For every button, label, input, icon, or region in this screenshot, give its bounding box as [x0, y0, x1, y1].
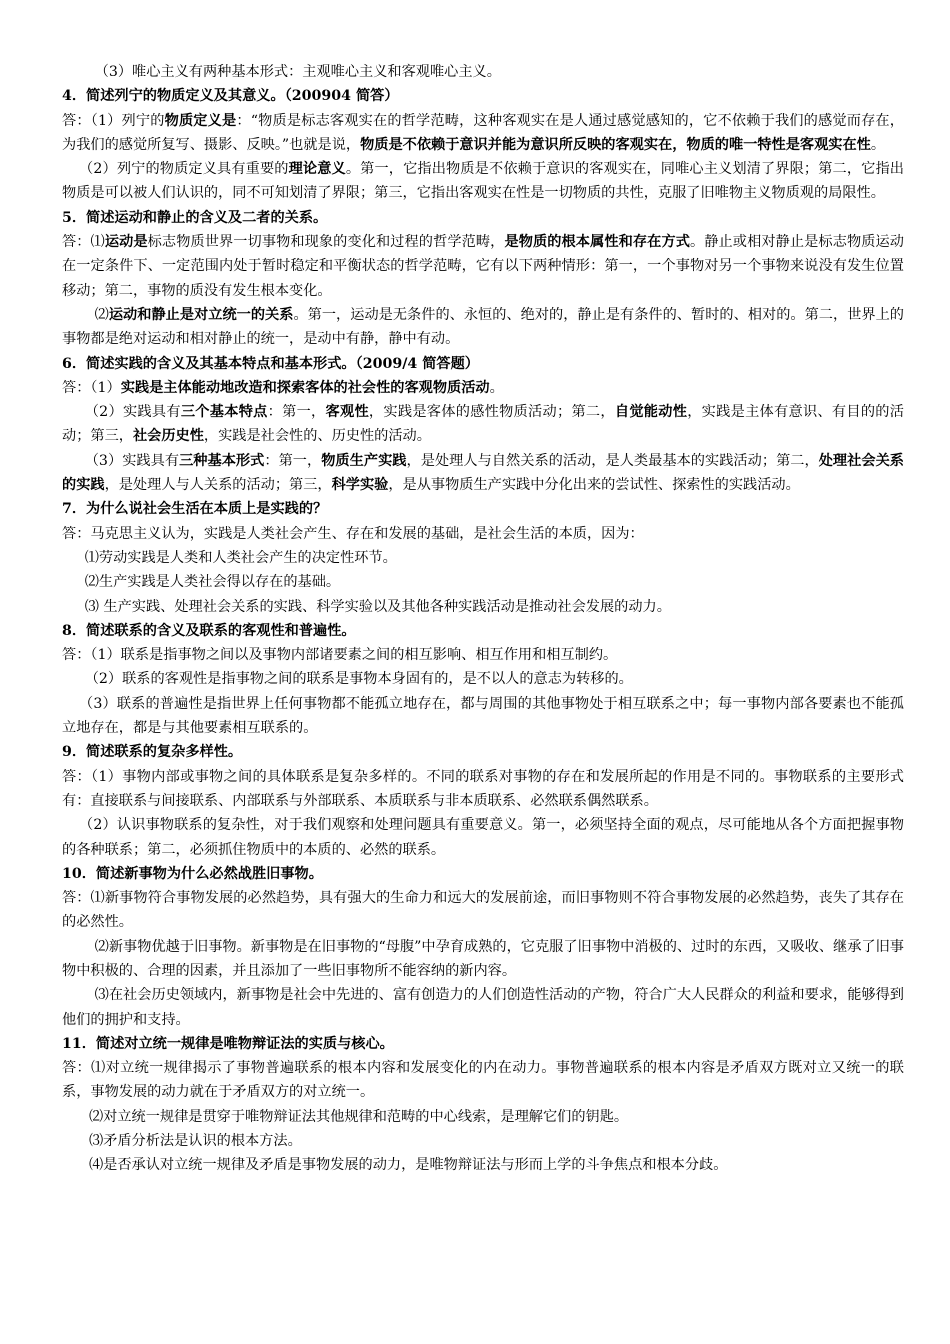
question-4-answer-2: （2）列宁的物质定义具有重要的理论意义。第一，它指出物质是不依赖于意识的客观实在，同唯心主义划清了界限；第二，它指出物质是可以被人们认识的，同不可知划清了界限；第三，它指出客观实在性是一切物质的共性，克服了旧唯物主义物质观的局限性。 — [62, 161, 904, 202]
question-10-answer-1: 答：⑴新事物符合事物发展的必然趋势，具有强大的生命力和远大的发展前途，而旧事物则不符合事物发展的必然趋势，丧失了其存在的必然性。 — [62, 890, 904, 931]
question-5-heading: 5．简述运动和静止的含义及二者的关系。 — [62, 209, 328, 226]
question-9-answer-2: （2）认识事物联系的复杂性，对于我们观察和处理问题具有重要意义。第一，必须坚持全面的观点，尽可能地从各个方面把握事物的各种联系；第二，必须抓住物质中的本质的、必然的联系。 — [62, 817, 904, 858]
question-6-answer-1: 答：（1）实践是主体能动地改造和探索客体的社会性的客观物质活动。 — [62, 379, 504, 396]
question-11-answer-1: 答：⑴对立统一规律揭示了事物普遍联系的根本内容和发展变化的内在动力。事物普遍联系的根本内容是矛盾双方既对立又统一的联系，事物发展的动力就在于矛盾双方的对立统一。 — [62, 1060, 904, 1101]
idealism-forms-line: （3）唯心主义有两种基本形式：主观唯心主义和客观唯心主义。 — [94, 64, 501, 80]
question-7-answer-2: ⑵生产实践是人类社会得以存在的基础。 — [84, 574, 341, 591]
question-8-heading: 8．简述联系的含义及联系的客观性和普遍性。 — [62, 622, 356, 639]
question-8-answer-3: （3）联系的普遍性是指世界上任何事物都不能孤立地存在，都与周围的其他事物处于相互联系之中；每一事物内部各要素也不能孤立地存在，都是与其他要素相互联系的。 — [62, 695, 904, 737]
question-6-answer-3: （3）实践具有三种基本形式：第一，物质生产实践，是处理人与自然关系的活动，是人类最基本的实践活动；第二，处理社会关系的实践，是处理人与人关系的活动；第三，科学实验，是从事物质生产实践中分化出来的尝试性、探索性的实践活动。 — [62, 452, 904, 494]
question-7-answer-intro: 答：马克思主义认为，实践是人类社会产生、存在和发展的基础，是社会生活的本质，因为： — [62, 525, 644, 542]
question-11-answer-4: ⑷是否承认对立统一规律及矛盾是事物发展的动力，是唯物辩证法与形而上学的斗争焦点和根本分歧。 — [88, 1157, 728, 1174]
question-10-answer-3: ⑶在社会历史领域内，新事物是社会中先进的、富有创造力的人们创造性活动的产物，符合广大人民群众的利益和要求，能够得到他们的拥护和支持。 — [62, 987, 904, 1028]
question-5-answer-2: ⑵运动和静止是对立统一的关系。第一，运动是无条件的、永恒的、绝对的，静止是有条件的、暂时的、相对的。第二，世界上的事物都是绝对运动和相对静止的统一，是动中有静，静中有动。 — [62, 306, 904, 348]
question-10-heading: 10．简述新事物为什么必然战胜旧事物。 — [62, 865, 323, 882]
question-5-answer-1: 答：⑴运动是标志物质世界一切事物和现象的变化和过程的哲学范畴，是物质的根本属性和存在方式。静止或相对静止是标志物质运动在一定条件下、一定范围内处于暂时稳定和平衡状态的哲学范畴，它有以下两种情形：第一，一个事物对另一个事物来说没有发生位置移动；第二，事物的质没有发生根本变化。 — [62, 234, 904, 299]
question-9-heading: 9．简述联系的复杂多样性。 — [62, 744, 243, 761]
question-7-heading: 7．为什么说社会生活在本质上是实践的？ — [62, 501, 328, 518]
question-6-heading: 6．简述实践的含义及其基本特点和基本形式。（2009/4 简答题） — [62, 355, 479, 372]
question-9-answer-1: 答：（1）事物内部或事物之间的具体联系是复杂多样的。不同的联系对事物的存在和发展所起的作用是不同的。事物联系的主要形式有：直接联系与间接联系、内部联系与外部联系、本质联系与非本质联系、必然联系偶然联系。 — [62, 768, 904, 809]
question-4-answer-1: 答：（1）列宁的物质定义是：“物质是标志客观实在的哲学范畴，这种客观实在是人通过感觉感知的，它不依赖于我们的感觉而存在，为我们的感觉所复写、摄影、反映。”也就是说，物质是不依赖于意识并能为意识所反映的客观实在，物质的唯一特性是客观实在性。 — [62, 112, 904, 153]
question-7-answer-3: ⑶ 生产实践、处理社会关系的实践、科学实验以及其他各种实践活动是推动社会发展的动力。 — [84, 598, 671, 615]
question-11-answer-3: ⑶矛盾分析法是认识的根本方法。 — [88, 1133, 302, 1150]
question-10-answer-2: ⑵新事物优越于旧事物。新事物是在旧事物的“母腹”中孕育成熟的，它克服了旧事物中消极的、过时的东西，又吸收、继承了旧事物中积极的、合理的因素，并且添加了一些旧事物所不能容纳的新内容。 — [62, 938, 904, 979]
question-8-answer-1: 答：（1）联系是指事物之间以及事物内部诸要素之间的相互影响、相互作用和相互制约。 — [62, 647, 618, 664]
question-11-heading: 11．简述对立统一规律是唯物辩证法的实质与核心。 — [62, 1035, 394, 1052]
question-4-heading: 4．简述列宁的物质定义及其意义。（200904 简答） — [62, 88, 399, 105]
question-11-answer-2: ⑵对立统一规律是贯穿于唯物辩证法其他规律和范畴的中心线索，是理解它们的钥匙。 — [88, 1108, 629, 1125]
question-8-answer-2: （2）联系的客观性是指事物之间的联系是事物本身固有的，是不以人的意志为转移的。 — [84, 671, 633, 688]
question-7-answer-1: ⑴劳动实践是人类和人类社会产生的决定性环节。 — [84, 549, 397, 566]
question-6-answer-2: （2）实践具有三个基本特点：第一，客观性，实践是客体的感性物质活动；第二，自觉能动性，实践是主体有意识、有目的的活动；第三，社会历史性，实践是社会性的、历史性的活动。 — [62, 404, 904, 445]
